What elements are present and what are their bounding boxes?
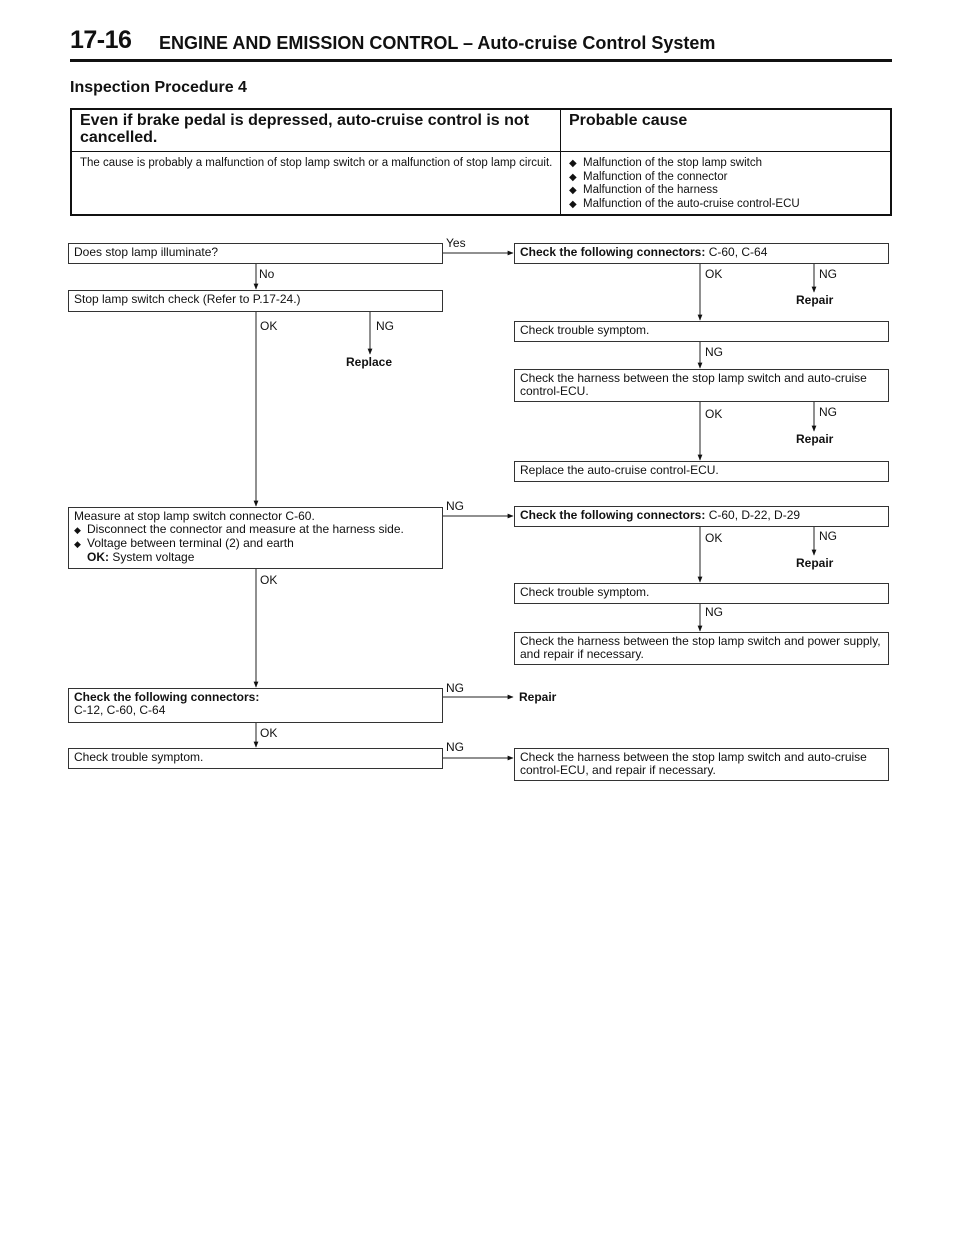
section-title: Inspection Procedure 4 bbox=[70, 79, 247, 96]
replace-ecu-box bbox=[514, 461, 889, 482]
ng-label: NG bbox=[376, 319, 394, 333]
connector-check-label: Check the following connectors: bbox=[520, 245, 706, 259]
stop-lamp-question: Does stop lamp illuminate? bbox=[74, 245, 219, 259]
measure-box bbox=[68, 507, 443, 569]
harness-power-box bbox=[514, 632, 889, 665]
ng-label: NG bbox=[446, 499, 464, 513]
header-title: ENGINE AND EMISSION CONTROL – Auto-cruise Control System bbox=[159, 33, 716, 53]
ng-label: NG bbox=[705, 605, 723, 619]
trouble-symptom-box-3 bbox=[68, 748, 443, 769]
connector-list-2: C-60, D-22, D-29 bbox=[708, 508, 801, 522]
measure-ok-label: OK: bbox=[87, 550, 109, 564]
no-label: No bbox=[259, 267, 275, 281]
switch-check-text: Stop lamp switch check (Refer to P.17-24.) bbox=[74, 292, 301, 306]
list-item: ◆ Malfunction of the connector bbox=[569, 171, 800, 185]
measure-title: Measure at stop lamp switch connector C-60. bbox=[74, 509, 315, 523]
ng-label: NG bbox=[819, 267, 837, 281]
ok-label: OK bbox=[260, 319, 278, 333]
replace-label: Replace bbox=[346, 355, 393, 369]
measure-bullet-2: ◆ Voltage between terminal (2) and earth bbox=[74, 537, 437, 551]
ng-label: NG bbox=[446, 681, 464, 695]
harness-ecu-text: Check the harness between the stop lamp switch and auto-cruise control-ECU. bbox=[520, 371, 867, 398]
connector-check-label: Check the following connectors: bbox=[74, 690, 260, 704]
ng-label: NG bbox=[446, 740, 464, 754]
cause-description: The cause is probably a malfunction of stop lamp switch or a malfunction of stop lamp circuit. bbox=[80, 157, 553, 169]
ok-label: OK bbox=[705, 407, 723, 421]
connector-check-box-1 bbox=[514, 243, 889, 264]
connector-list-1: C-60, C-64 bbox=[708, 245, 768, 259]
connector-check-box-3 bbox=[68, 688, 443, 723]
ok-label: OK bbox=[705, 267, 723, 281]
harness-ecu-repair-text: Check the harness between the stop lamp switch and auto-cruise control-ECU, and repair if necessary. bbox=[520, 750, 867, 777]
trouble-symptom-box-1 bbox=[514, 321, 889, 342]
repair-label: Repair bbox=[796, 556, 834, 570]
page-number: 17-16 bbox=[70, 26, 132, 54]
switch-check-box bbox=[68, 290, 443, 312]
ng-label: NG bbox=[819, 405, 837, 419]
connector-list-3: C-12, C-60, C-64 bbox=[74, 703, 166, 717]
trouble-symptom-text: Check trouble symptom. bbox=[520, 585, 650, 599]
trouble-symptom-text: Check trouble symptom. bbox=[520, 323, 650, 337]
measure-ok-value: System voltage bbox=[112, 550, 195, 564]
ok-label: OK bbox=[705, 531, 723, 545]
ng-label: NG bbox=[819, 529, 837, 543]
ng-label: NG bbox=[705, 345, 723, 359]
trouble-symptom-text: Check trouble symptom. bbox=[74, 750, 204, 764]
measure-bullet-1: ◆ Disconnect the connector and measure at the harness side. bbox=[74, 523, 437, 537]
list-item: ◆ Malfunction of the stop lamp switch bbox=[569, 157, 800, 171]
connector-check-label: Check the following connectors: bbox=[520, 508, 706, 522]
trouble-symptom-box-2 bbox=[514, 583, 889, 604]
harness-ecu-repair-box bbox=[514, 748, 889, 781]
repair-label: Repair bbox=[796, 432, 834, 446]
ok-label: OK bbox=[260, 726, 278, 740]
probable-cause-heading: Probable cause bbox=[569, 112, 688, 129]
replace-ecu-text: Replace the auto-cruise control-ECU. bbox=[520, 463, 719, 477]
harness-ecu-box bbox=[514, 369, 889, 402]
stop-lamp-question-box bbox=[68, 243, 443, 264]
list-item: ◆ Malfunction of the auto-cruise control-ECU bbox=[569, 198, 800, 212]
list-item: ◆ Malfunction of the harness bbox=[569, 184, 800, 198]
repair-label: Repair bbox=[519, 690, 557, 704]
harness-power-text: Check the harness between the stop lamp switch and power supply, and repair if necessary. bbox=[520, 634, 881, 661]
ok-label: OK bbox=[260, 573, 278, 587]
symptom-heading: Even if brake pedal is depressed, auto-cruise control is not cancelled. bbox=[80, 112, 530, 146]
measure-ok-line bbox=[74, 551, 437, 564]
repair-label: Repair bbox=[796, 293, 834, 307]
connector-check-box-2 bbox=[514, 506, 889, 527]
yes-label: Yes bbox=[446, 236, 466, 250]
